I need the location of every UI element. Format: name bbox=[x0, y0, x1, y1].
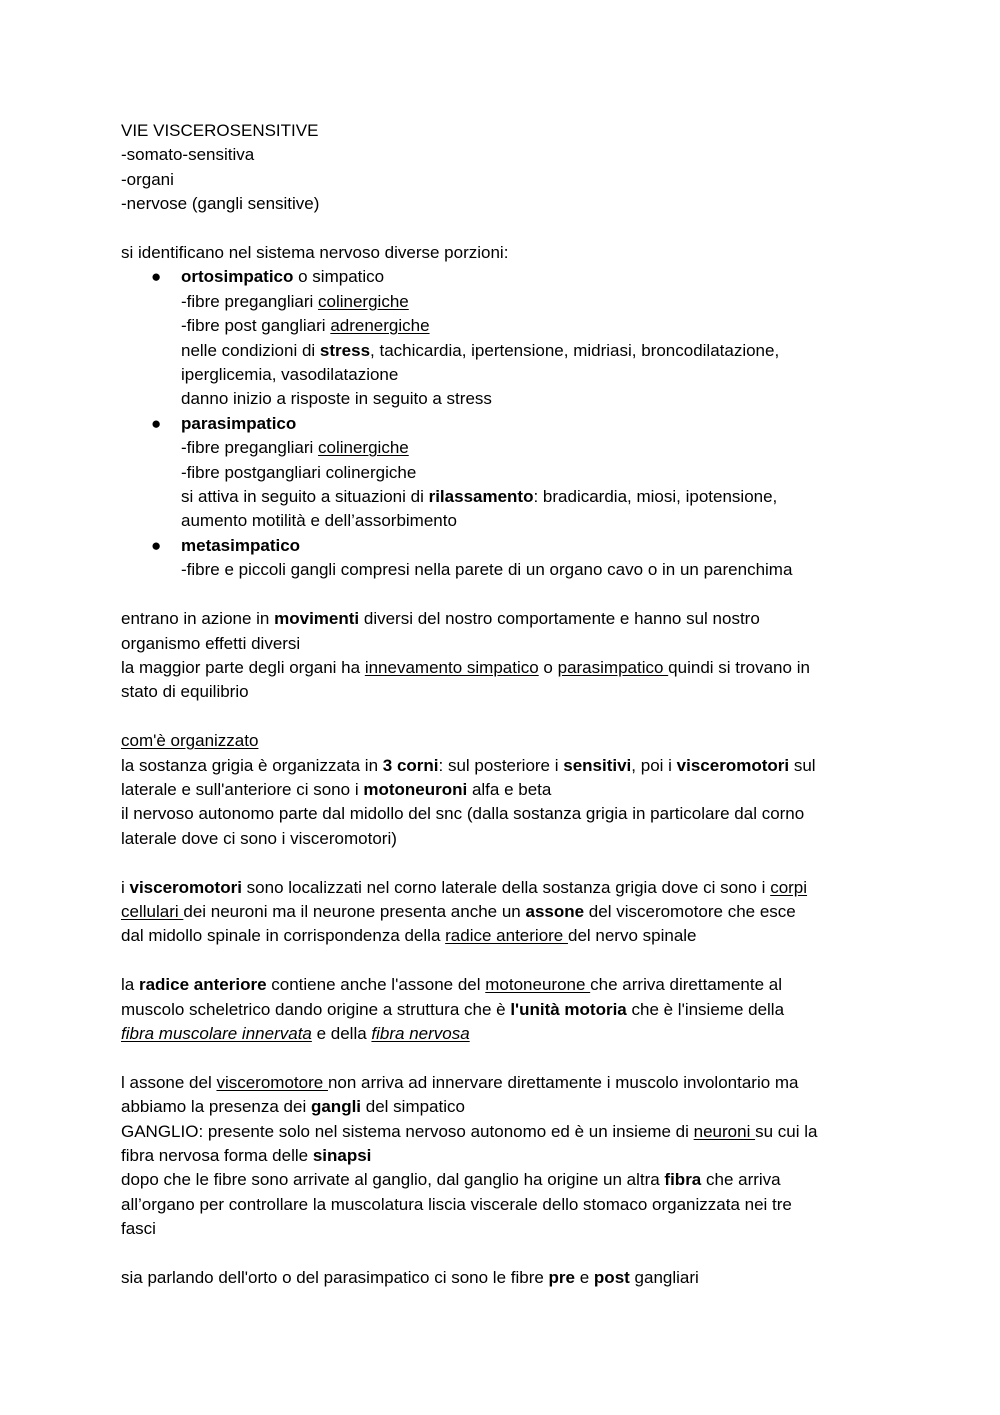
spacer bbox=[121, 1046, 891, 1070]
intro-line: -nervose (gangli sensitive) bbox=[121, 194, 320, 214]
term: stress bbox=[319, 340, 371, 360]
bullet-icon: ● bbox=[151, 535, 162, 555]
intro-line: -somato-sensitiva bbox=[121, 145, 255, 165]
portions-list bbox=[121, 265, 891, 582]
paragraph-organizzazione: com'è organizzato la sostanza grigia è organizzata in 3 corni: sul posteriore i sensitivi, poi i visceromotori sul laterale e sull'anteriore ci sono i motoneuroni alfa e beta il nervoso autonomo parte dal midollo del snc (dalla sostanza grigia in particolare dal corno laterale dove ci sono i visceromotori) bbox=[121, 731, 816, 848]
term: ortosimpatico bbox=[181, 267, 294, 287]
section-heading: com'è organizzato bbox=[121, 731, 259, 751]
list-item-metasimpatico: ● metasimpatico -fibre e piccoli gangli compresi nella parete di un organo cavo o in un parenchima bbox=[151, 535, 793, 580]
spacer bbox=[121, 583, 891, 607]
paragraph-ganglio: l assone del visceromotore non arriva ad innervare direttamente i muscolo involontario ma abbiamo la presenza dei gangli del simpatico GANGLIO: presente solo nel sistema nervoso autonomo ed è un insieme di neuroni su cui la fibra nervosa forma delle sinapsi dopo che le fibre sono arrivate al ganglio, dal ganglio ha origine un altra fibra che arriva all’organo per controllare la muscolatura liscia viscerale dello stomaco organizzata nei tre fasci bbox=[121, 1072, 818, 1239]
paragraph-visceromotori: i visceromotori sono localizzati nel corno laterale della sostanza grigia dove ci sono i corpi cellulari dei neuroni ma il neurone presenta anche un assone del visceromotore che esce dal midollo spinale in corrispondenza della radice anteriore del nervo spinale bbox=[121, 877, 808, 946]
term: metasimpatico bbox=[181, 535, 301, 555]
term: parasimpatico bbox=[181, 413, 297, 433]
underlined-term: colinergiche bbox=[318, 291, 409, 311]
intro-line: -organi bbox=[121, 169, 174, 189]
paragraph-movimenti: entrano in azione in movimenti diversi del nostro comportamente e hanno sul nostro organismo effetti diversi la maggior parte degli organi ha innevamento simpatico o parasimpatico quindi si trovano in stato di equilibrio bbox=[121, 609, 810, 702]
spacer bbox=[121, 949, 891, 973]
document-title: VIE VISCEROSENSITIVE bbox=[121, 121, 319, 140]
underlined-term: colinergiche bbox=[318, 438, 409, 458]
list-item-parasimpatico: ● parasimpatico -fibre pregangliari colinergiche -fibre postgangliari colinergiche si attiva in seguito a situazioni di rilassamento: bradicardia, miosi, ipotensione, aumento motilità e dell’assorbimento bbox=[151, 413, 778, 531]
paragraph-radice-anteriore: la radice anteriore contiene anche l'assone del motoneurone che arriva direttamente al muscolo scheletrico dando origine a struttura che è l'unità motoria che è l'insieme della fibra muscolare innervata e della fibra nervosa bbox=[121, 975, 785, 1043]
bullet-icon: ● bbox=[151, 413, 162, 433]
spacer bbox=[121, 1242, 891, 1266]
portions-intro: si identificano nel sistema nervoso diverse porzioni: bbox=[121, 243, 509, 263]
paragraph-fibre: sia parlando dell'orto o del parasimpatico ci sono le fibre pre e post gangliari bbox=[121, 1267, 699, 1287]
spacer bbox=[121, 851, 891, 875]
document-page bbox=[121, 119, 891, 1290]
spacer bbox=[121, 705, 891, 729]
term: rilassamento bbox=[428, 487, 534, 507]
bullet-icon: ● bbox=[151, 267, 162, 287]
spacer bbox=[121, 217, 891, 241]
underlined-term: adrenergiche bbox=[330, 316, 430, 336]
list-item-ortosimpatico: ● ortosimpatico o simpatico -fibre pregangliari colinergiche -fibre post gangliari adrenergiche nelle condizioni di stress, tachicardia, ipertensione, midriasi, broncodilatazione, iperglicemia, vasodilatazione danno inizio a risposte in seguito a stress bbox=[151, 267, 780, 409]
